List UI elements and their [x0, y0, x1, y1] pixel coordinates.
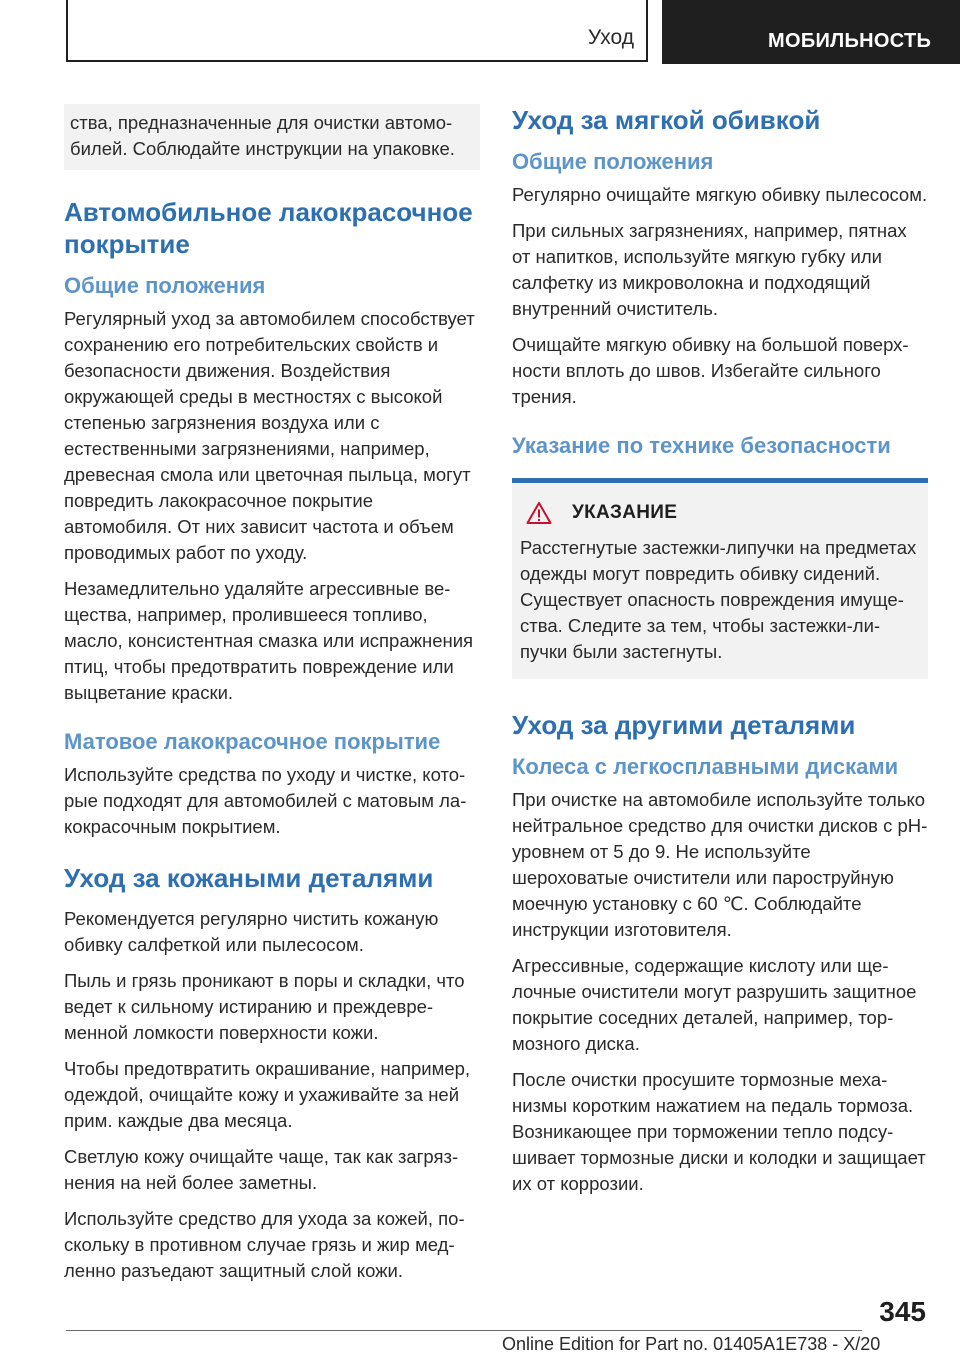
intro-box [64, 104, 480, 170]
paragraph: Пыль и грязь проникают в поры и складки, что ведет к сильному истиранию и преждевременной ломкости поверхности кожи. [64, 970, 465, 1043]
heading-leather: Уход за кожаными деталями [64, 863, 434, 893]
heading-soft-upholstery: Уход за мягкой обивкой [512, 105, 821, 135]
warning-title: УКАЗАНИЕ [572, 502, 678, 523]
subheading-general-paint: Общие положения [64, 273, 266, 298]
right-column [512, 104, 928, 1207]
heading-paint: Автомобильное лакокрасочное покрытие [64, 197, 473, 259]
paragraph: Используйте средство для ухода за кожей, поскольку в противном случае грязь и жир медленно разъедают защитный слой кожи. [64, 1208, 465, 1281]
header-chapter-tab: МОБИЛЬНОСТЬ [662, 0, 960, 64]
paragraph: Используйте средства по уходу и чистке, которые подходят для автомобилей с матовым лакокрасочным покрытием. [64, 764, 467, 837]
footer-divider [66, 1330, 862, 1331]
header-section-title: Уход [587, 26, 634, 49]
paragraph: Светлую кожу очищайте чаще, так как загрязнения на ней более заметны. [64, 1146, 459, 1193]
paragraph: Регулярный уход за автомобилем способствует сохранению его потребительских свойств и безопасности движения. Воздействия окружающей среды в местностях с высокой степенью загрязнения воздуха или с естественными загрязнениями, например, древесная смола или цветочная пыльца, могут повредить лакокрасочное покрытие автомобиля. От них зависит частота и объем проводимых работ по уходу. [64, 308, 475, 563]
subheading-safety: Указание по технике безопасности [512, 433, 891, 458]
paragraph: При сильных загрязнениях, например, пятнах от напитков, используйте мягкую губку или салфетку из микроволокна и подходящий внутренний очиститель. [512, 220, 907, 319]
intro-text: ства, предназначенные для очистки автомобилей. Соблюдайте инструкции на упаковке. [70, 112, 455, 159]
heading-other-parts: Уход за другими деталями [512, 710, 856, 740]
warning-triangle-icon [526, 501, 552, 525]
paragraph: Очищайте мягкую обивку на большой поверхности вплоть до швов. Избегайте сильного трения. [512, 334, 909, 407]
subheading-alloy-wheels: Колеса с легкосплавными дисками [512, 754, 899, 779]
paragraph: Рекомендуется регулярно чистить кожаную обивку салфеткой или пылесосом. [64, 908, 439, 955]
subheading-matte-paint: Матовое лакокрасочное покрытие [64, 729, 441, 754]
warning-header [520, 501, 920, 525]
subheading-general-upholstery: Общие положения [512, 149, 714, 174]
paragraph: Агрессивные, содержащие кислоту или щелочные очистители могут разрушить защитное покрытие соседних деталей, например, тормозного диска. [512, 955, 917, 1054]
footer-edition: Online Edition for Part no. 01405A1E738 - X/20 [502, 1334, 881, 1354]
warning-text: Расстегнутые застежки-липучки на предметах одежды могут повредить обивку сидений. Существует опасность повреждения имущества. Следите за тем, чтобы застежки-липучки были застегнуты. [520, 537, 917, 662]
page-number: 345 [879, 1296, 926, 1327]
paragraph: Чтобы предотвратить окрашивание, например, одеждой, очищайте кожу и ухаживайте за ней прим. каждые два месяца. [64, 1058, 471, 1131]
header-frame [66, 0, 648, 62]
warning-box [512, 483, 928, 679]
paragraph: После очистки просушите тормозные механизмы коротким нажатием на педаль тормоза. Возникающее при торможении тепло подсушивает тормозные диски и колодки и защищает их от коррозии. [512, 1069, 926, 1194]
paragraph: Регулярно очищайте мягкую обивку пылесосом. [512, 184, 928, 205]
paragraph: При очистке на автомобиле используйте только нейтральное средство для очистки дисков с pH-уровнем от 5 до 9. Не используйте шероховатые очистители или пароструйную моечную установку с 60 ℃. Соблюдайте инструкции изготовителя. [512, 789, 928, 940]
paragraph: Незамедлительно удаляйте агрессивные вещества, например, пролившееся топливо, масло, консистентная смазка или испражнения птиц, чтобы предотвратить повреждение или выцветание краски. [64, 578, 474, 703]
left-column [64, 104, 480, 1294]
